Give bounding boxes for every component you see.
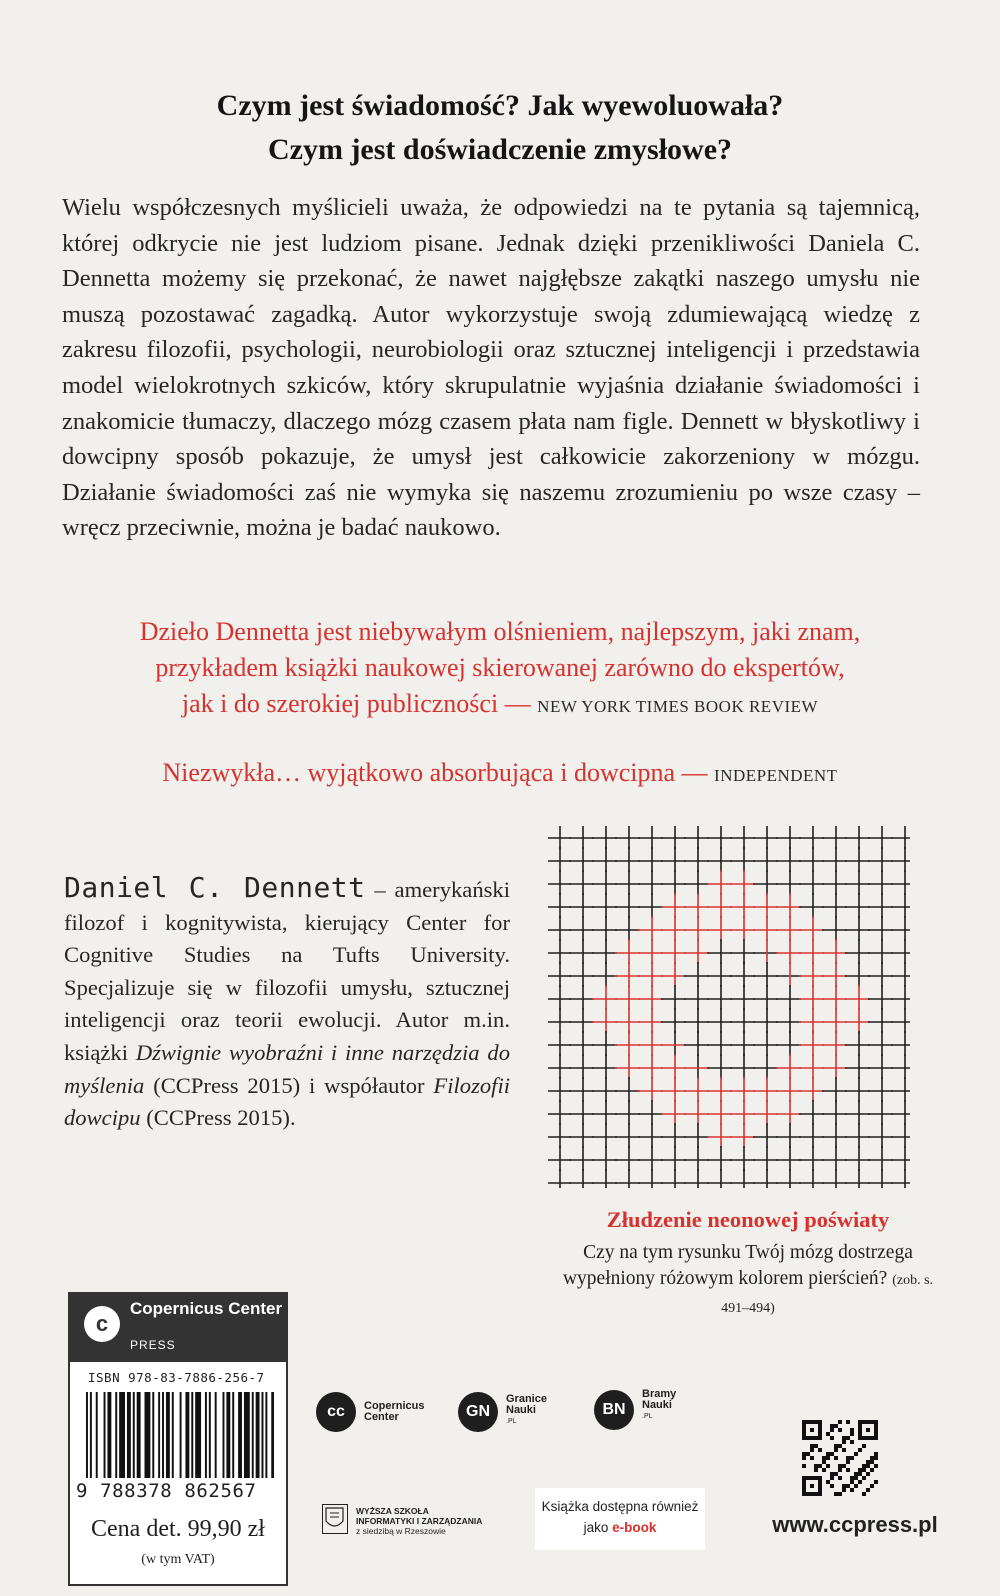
illusion-caption: [548, 1204, 948, 1322]
qr-module: [834, 1456, 838, 1460]
qr-module: [802, 1428, 806, 1432]
qr-module: [814, 1436, 818, 1440]
qr-module: [854, 1472, 858, 1476]
qr-module: [810, 1420, 814, 1424]
qr-module: [846, 1436, 850, 1440]
author-book-2: Filozofii dowcipu: [64, 1072, 510, 1131]
qr-module: [838, 1476, 842, 1480]
quote-dash: —: [675, 758, 715, 787]
headline: [0, 84, 1000, 172]
qr-module: [814, 1468, 818, 1472]
qr-module: [866, 1420, 870, 1424]
price: Cena det. 99,90 zł: [91, 1516, 265, 1542]
ebook-notice: [535, 1488, 705, 1550]
qr-module: [814, 1444, 818, 1448]
qr-module: [862, 1468, 866, 1472]
copernicus-logo-icon: c: [84, 1306, 120, 1342]
headline-line-2: Czym jest doświadczenie zmysłowe?: [267, 133, 733, 166]
qr-module: [862, 1420, 866, 1424]
barcode-box: [68, 1360, 288, 1586]
barcode-bar: [238, 1392, 242, 1478]
qr-module: [846, 1420, 850, 1424]
qr-module: [834, 1448, 838, 1452]
quote-dash: —: [498, 689, 538, 718]
ebook-label: e-book: [612, 1520, 657, 1535]
bn-sub: .PL: [642, 1413, 653, 1420]
qr-module: [802, 1464, 806, 1468]
illusion-grid: [548, 826, 944, 1194]
qr-module: [866, 1460, 870, 1464]
illusion-title: Złudzenie neonowej poświaty: [606, 1207, 890, 1232]
qr-module: [874, 1436, 878, 1440]
qr-module: [850, 1428, 854, 1432]
qr-module: [854, 1476, 858, 1480]
quote-nyt-line-3: [40, 686, 960, 725]
neon-glow-illusion-figure: [548, 826, 944, 1194]
ebook-line-2-pre: jako: [583, 1520, 613, 1535]
qr-module: [854, 1484, 858, 1488]
publisher-sub: PRESS: [130, 1338, 176, 1352]
qr-module: [802, 1420, 806, 1424]
qr-module: [842, 1488, 846, 1492]
qr-module: [874, 1452, 878, 1456]
barcode-bar: [104, 1392, 106, 1478]
barcode-bar: [185, 1392, 189, 1478]
qr-module: [830, 1472, 834, 1476]
author-bio: [64, 872, 510, 1135]
qr-module: [810, 1476, 814, 1480]
qr-module: [866, 1472, 870, 1476]
quote-source-nyt: NEW YORK TIMES BOOK REVIEW: [537, 697, 819, 716]
qr-module: [874, 1424, 878, 1428]
qr-module: [810, 1436, 814, 1440]
qr-module: [818, 1448, 822, 1452]
qr-module: [874, 1420, 878, 1424]
qr-module: [818, 1476, 822, 1480]
qr-module: [858, 1436, 862, 1440]
qr-module: [830, 1428, 834, 1432]
qr-module: [846, 1468, 850, 1472]
qr-module: [866, 1464, 870, 1468]
qr-module: [838, 1420, 842, 1424]
author-name: Daniel C. Dennett: [64, 871, 366, 904]
qr-module: [870, 1484, 874, 1488]
qr-module: [814, 1476, 818, 1480]
qr-module: [874, 1432, 878, 1436]
qr-module: [854, 1452, 858, 1456]
qr-module: [822, 1456, 826, 1460]
qr-module: [810, 1492, 814, 1496]
publisher-logo-box: [68, 1292, 288, 1360]
barcode-bar: [205, 1392, 207, 1478]
qr-module: [802, 1436, 806, 1440]
qr-module: [834, 1472, 838, 1476]
qr-module: [814, 1464, 818, 1468]
qr-module: [818, 1488, 822, 1492]
barcode-bar: [96, 1392, 98, 1478]
barcode-bar: [162, 1392, 164, 1478]
qr-module: [818, 1492, 822, 1496]
ean-number: 9 788378 862567: [76, 1480, 257, 1502]
qr-module: [858, 1428, 862, 1432]
qr-module: [842, 1436, 846, 1440]
qr-module: [850, 1480, 854, 1484]
quote-independent-line: [40, 755, 960, 794]
bramy-nauki-label: [642, 1389, 676, 1422]
qr-module: [862, 1436, 866, 1440]
illusion-page-ref: (zob. s. 491–494): [721, 1273, 934, 1316]
wsiz-text: [356, 1506, 482, 1536]
cc-name-2: Center: [364, 1411, 399, 1423]
barcode-bar: [115, 1392, 117, 1478]
barcode-bar: [271, 1392, 274, 1478]
publisher-name: Copernicus Center: [130, 1299, 283, 1318]
qr-module: [838, 1464, 842, 1468]
qr-module: [846, 1456, 850, 1460]
qr-module: [838, 1444, 842, 1448]
qr-module: [806, 1492, 810, 1496]
qr-module: [850, 1456, 854, 1460]
qr-module: [830, 1476, 834, 1480]
quote-independent-text: Niezwykła… wyjątkowo absorbująca i dowcipna: [162, 758, 676, 787]
barcode-bar: [180, 1392, 182, 1478]
qr-code-icon: [802, 1420, 878, 1496]
barcode-bar: [152, 1392, 154, 1478]
gn-sub: .PL: [506, 1418, 517, 1425]
qr-module: [802, 1476, 806, 1480]
quote-nyt-line-1: Dzieło Dennetta jest niebywałym olśnieniem, najlepszym, jaki znam,: [139, 617, 861, 646]
qr-module: [842, 1448, 846, 1452]
qr-module: [802, 1484, 806, 1488]
qr-module: [810, 1456, 814, 1460]
isbn: ISBN 978-83-7886-256-7: [88, 1370, 265, 1385]
qr-module: [814, 1420, 818, 1424]
qr-module: [822, 1468, 826, 1472]
author-bio-text-1: – amerykański filozof i kognitywista, kierujący Center for Cognitive Studies na Tufts University. Specjalizuje się w filozofii umysłu, sztucznej inteligencji oraz teorii ewolucji. Autor m.in. książki: [64, 877, 510, 1065]
qr-module: [870, 1460, 874, 1464]
qr-module: [834, 1444, 838, 1448]
barcode-bar: [191, 1392, 193, 1478]
copernicus-center-icon: cc: [316, 1392, 356, 1432]
barcode-icon: [84, 1392, 274, 1480]
granice-nauki-label: [506, 1394, 547, 1427]
qr-module: [802, 1480, 806, 1484]
barcode-bar: [232, 1392, 234, 1478]
qr-module: [818, 1464, 822, 1468]
qr-module: [870, 1456, 874, 1460]
qr-module: [806, 1420, 810, 1424]
qr-module: [806, 1452, 810, 1456]
qr-module: [866, 1436, 870, 1440]
qr-module: [862, 1476, 866, 1480]
quote-source-independent: INDEPENDENT: [714, 766, 838, 785]
qr-module: [818, 1420, 822, 1424]
qr-module: [830, 1484, 834, 1488]
qr-module: [850, 1440, 854, 1444]
bn-name-2: Nauki: [642, 1399, 672, 1411]
qr-module: [802, 1488, 806, 1492]
quote-nyt: [40, 614, 960, 725]
headline-line-1: Czym jest świadomość? Jak wyewoluowała?: [216, 89, 784, 122]
barcode-bar: [137, 1392, 141, 1478]
ebook-line-1: Książka dostępna również: [541, 1499, 699, 1514]
qr-module: [806, 1476, 810, 1480]
quote-nyt-line-3-text: jak i do szerokiej publiczności: [181, 689, 499, 718]
qr-module: [862, 1444, 866, 1448]
qr-module: [826, 1432, 830, 1436]
qr-module: [874, 1464, 878, 1468]
qr-module: [870, 1468, 874, 1472]
barcode-bar: [262, 1392, 264, 1478]
barcode-bar: [133, 1392, 135, 1478]
qr-module: [858, 1468, 862, 1472]
ebook-line-2: [535, 1517, 705, 1538]
qr-module: [826, 1480, 830, 1484]
qr-module: [842, 1484, 846, 1488]
qr-module: [858, 1448, 862, 1452]
qr-module: [814, 1492, 818, 1496]
author-bio-text-2: (CCPress 2015) i współautor: [144, 1072, 434, 1098]
qr-module: [802, 1424, 806, 1428]
qr-module: [818, 1432, 822, 1436]
qr-module: [818, 1428, 822, 1432]
qr-module: [874, 1428, 878, 1432]
qr-module: [818, 1480, 822, 1484]
qr-module: [858, 1472, 862, 1476]
barcode-bar: [244, 1392, 250, 1478]
barcode-bar: [172, 1392, 174, 1478]
qr-module: [822, 1460, 826, 1464]
author-bio-text-3: (CCPress 2015).: [140, 1105, 296, 1131]
vat-note: (w tym VAT): [141, 1552, 215, 1567]
qr-module: [850, 1488, 854, 1492]
qr-module: [826, 1452, 830, 1456]
wsiz-line-1: WYŻSZA SZKOŁA: [356, 1506, 429, 1516]
qr-module: [858, 1420, 862, 1424]
qr-module: [834, 1424, 838, 1428]
barcode-bar: [223, 1392, 225, 1478]
cc-name-1: Copernicus: [364, 1400, 425, 1412]
qr-module: [858, 1432, 862, 1436]
qr-module: [810, 1444, 814, 1448]
qr-module: [830, 1452, 834, 1456]
qr-module: [826, 1464, 830, 1468]
qr-module: [850, 1476, 854, 1480]
quote-nyt-line-2: przykładem książki naukowej skierowanej zarówno do ekspertów,: [155, 653, 845, 682]
barcode-bar: [90, 1392, 92, 1478]
barcode-bar: [256, 1392, 260, 1478]
qr-module: [810, 1428, 814, 1432]
qr-module: [806, 1436, 810, 1440]
qr-module: [870, 1436, 874, 1440]
qr-module: [874, 1480, 878, 1484]
barcode-bar: [158, 1392, 160, 1478]
barcode-bar: [107, 1392, 111, 1478]
qr-module: [802, 1456, 806, 1460]
barcode-bar: [145, 1392, 151, 1478]
bramy-nauki-icon: BN: [594, 1390, 634, 1430]
qr-module: [842, 1464, 846, 1468]
copernicus-center-label: [364, 1401, 425, 1423]
qr-module: [842, 1440, 846, 1444]
qr-module: [866, 1428, 870, 1432]
bn-name-1: Bramy: [642, 1388, 677, 1400]
qr-module: [846, 1484, 850, 1488]
barcode-bar: [127, 1392, 131, 1478]
illusion-description: [548, 1240, 948, 1322]
qr-module: [802, 1452, 806, 1456]
qr-module: [838, 1468, 842, 1472]
qr-module: [850, 1432, 854, 1436]
wsiz-line-2: INFORMATYKI I ZARZĄDZANIA: [356, 1516, 483, 1526]
barcode-bar: [195, 1392, 201, 1478]
gn-name-1: Granice: [506, 1393, 547, 1405]
wsiz-emblem-icon: [322, 1504, 348, 1534]
barcode-bar: [166, 1392, 170, 1478]
granice-nauki-icon: GN: [458, 1392, 498, 1432]
barcode-bar: [226, 1392, 230, 1478]
qr-module: [802, 1492, 806, 1496]
qr-module: [810, 1484, 814, 1488]
qr-module: [818, 1424, 822, 1428]
illusion-question: Czy na tym rysunku Twój mózg dostrzega wypełniony różowym kolorem pierścień?: [562, 1242, 913, 1289]
qr-module: [862, 1464, 866, 1468]
qr-module: [810, 1448, 814, 1452]
qr-module: [830, 1424, 834, 1428]
barcode-bar: [209, 1392, 211, 1478]
qr-module: [846, 1460, 850, 1464]
qr-module: [866, 1488, 870, 1492]
gn-name-2: Nauki: [506, 1404, 536, 1416]
qr-module: [874, 1456, 878, 1460]
barcode-bar: [252, 1392, 254, 1478]
qr-module: [830, 1436, 834, 1440]
qr-module: [834, 1492, 838, 1496]
qr-module: [818, 1436, 822, 1440]
barcode-bar: [119, 1392, 125, 1478]
barcode-bar: [215, 1392, 217, 1478]
qr-module: [858, 1480, 862, 1484]
qr-module: [838, 1492, 842, 1496]
qr-module: [870, 1420, 874, 1424]
barcode-bar: [265, 1392, 267, 1478]
qr-module: [826, 1456, 830, 1460]
qr-module: [802, 1432, 806, 1436]
wsiz-line-3: z siedzibą w Rzeszowie: [356, 1526, 446, 1536]
author-book-1: Dźwignie wyobraźni i inne narzędzia do myślenia: [64, 1039, 510, 1098]
blurb-paragraph: Wielu współczesnych myślicieli uważa, że odpowiedzi na te pytania są tajemnicą, której odkrycie nie jest ludziom pisane. Jednak dzięki przenikliwości Daniela C. Dennetta możemy się przekonać, że nawet najgłębsze zakątki naszego umysłu nie muszą pozostawać zagadką. Autor wykorzystuje swoją zdumiewającą wiedzę z zakresu filozofii, psychologii, neurobiologii oraz sztucznej inteligencji i przedstawia model wielokrotnych szkiców, który skrupulatnie wyjaśnia działanie świadomości i znakomicie tłumaczy, dlaczego mózg czasem płata nam figle. Dennett w błyskotliwy i dowcipny sposób pokazuje, że umysł jest całkowicie zakorzeniony w mózgu. Działanie świadomości zaś nie wymyka się naszemu zrozumieniu po wsze czasy – wręcz przeciwnie, można je badać naukowo.: [62, 194, 920, 542]
qr-module: [858, 1424, 862, 1428]
review-quotes: [40, 614, 960, 794]
barcode-bar: [86, 1392, 88, 1478]
qr-module: [838, 1428, 842, 1432]
website-url: www.ccpress.pl: [772, 1512, 938, 1537]
qr-module: [862, 1492, 866, 1496]
quote-independent: [40, 755, 960, 794]
qr-module: [818, 1484, 822, 1488]
